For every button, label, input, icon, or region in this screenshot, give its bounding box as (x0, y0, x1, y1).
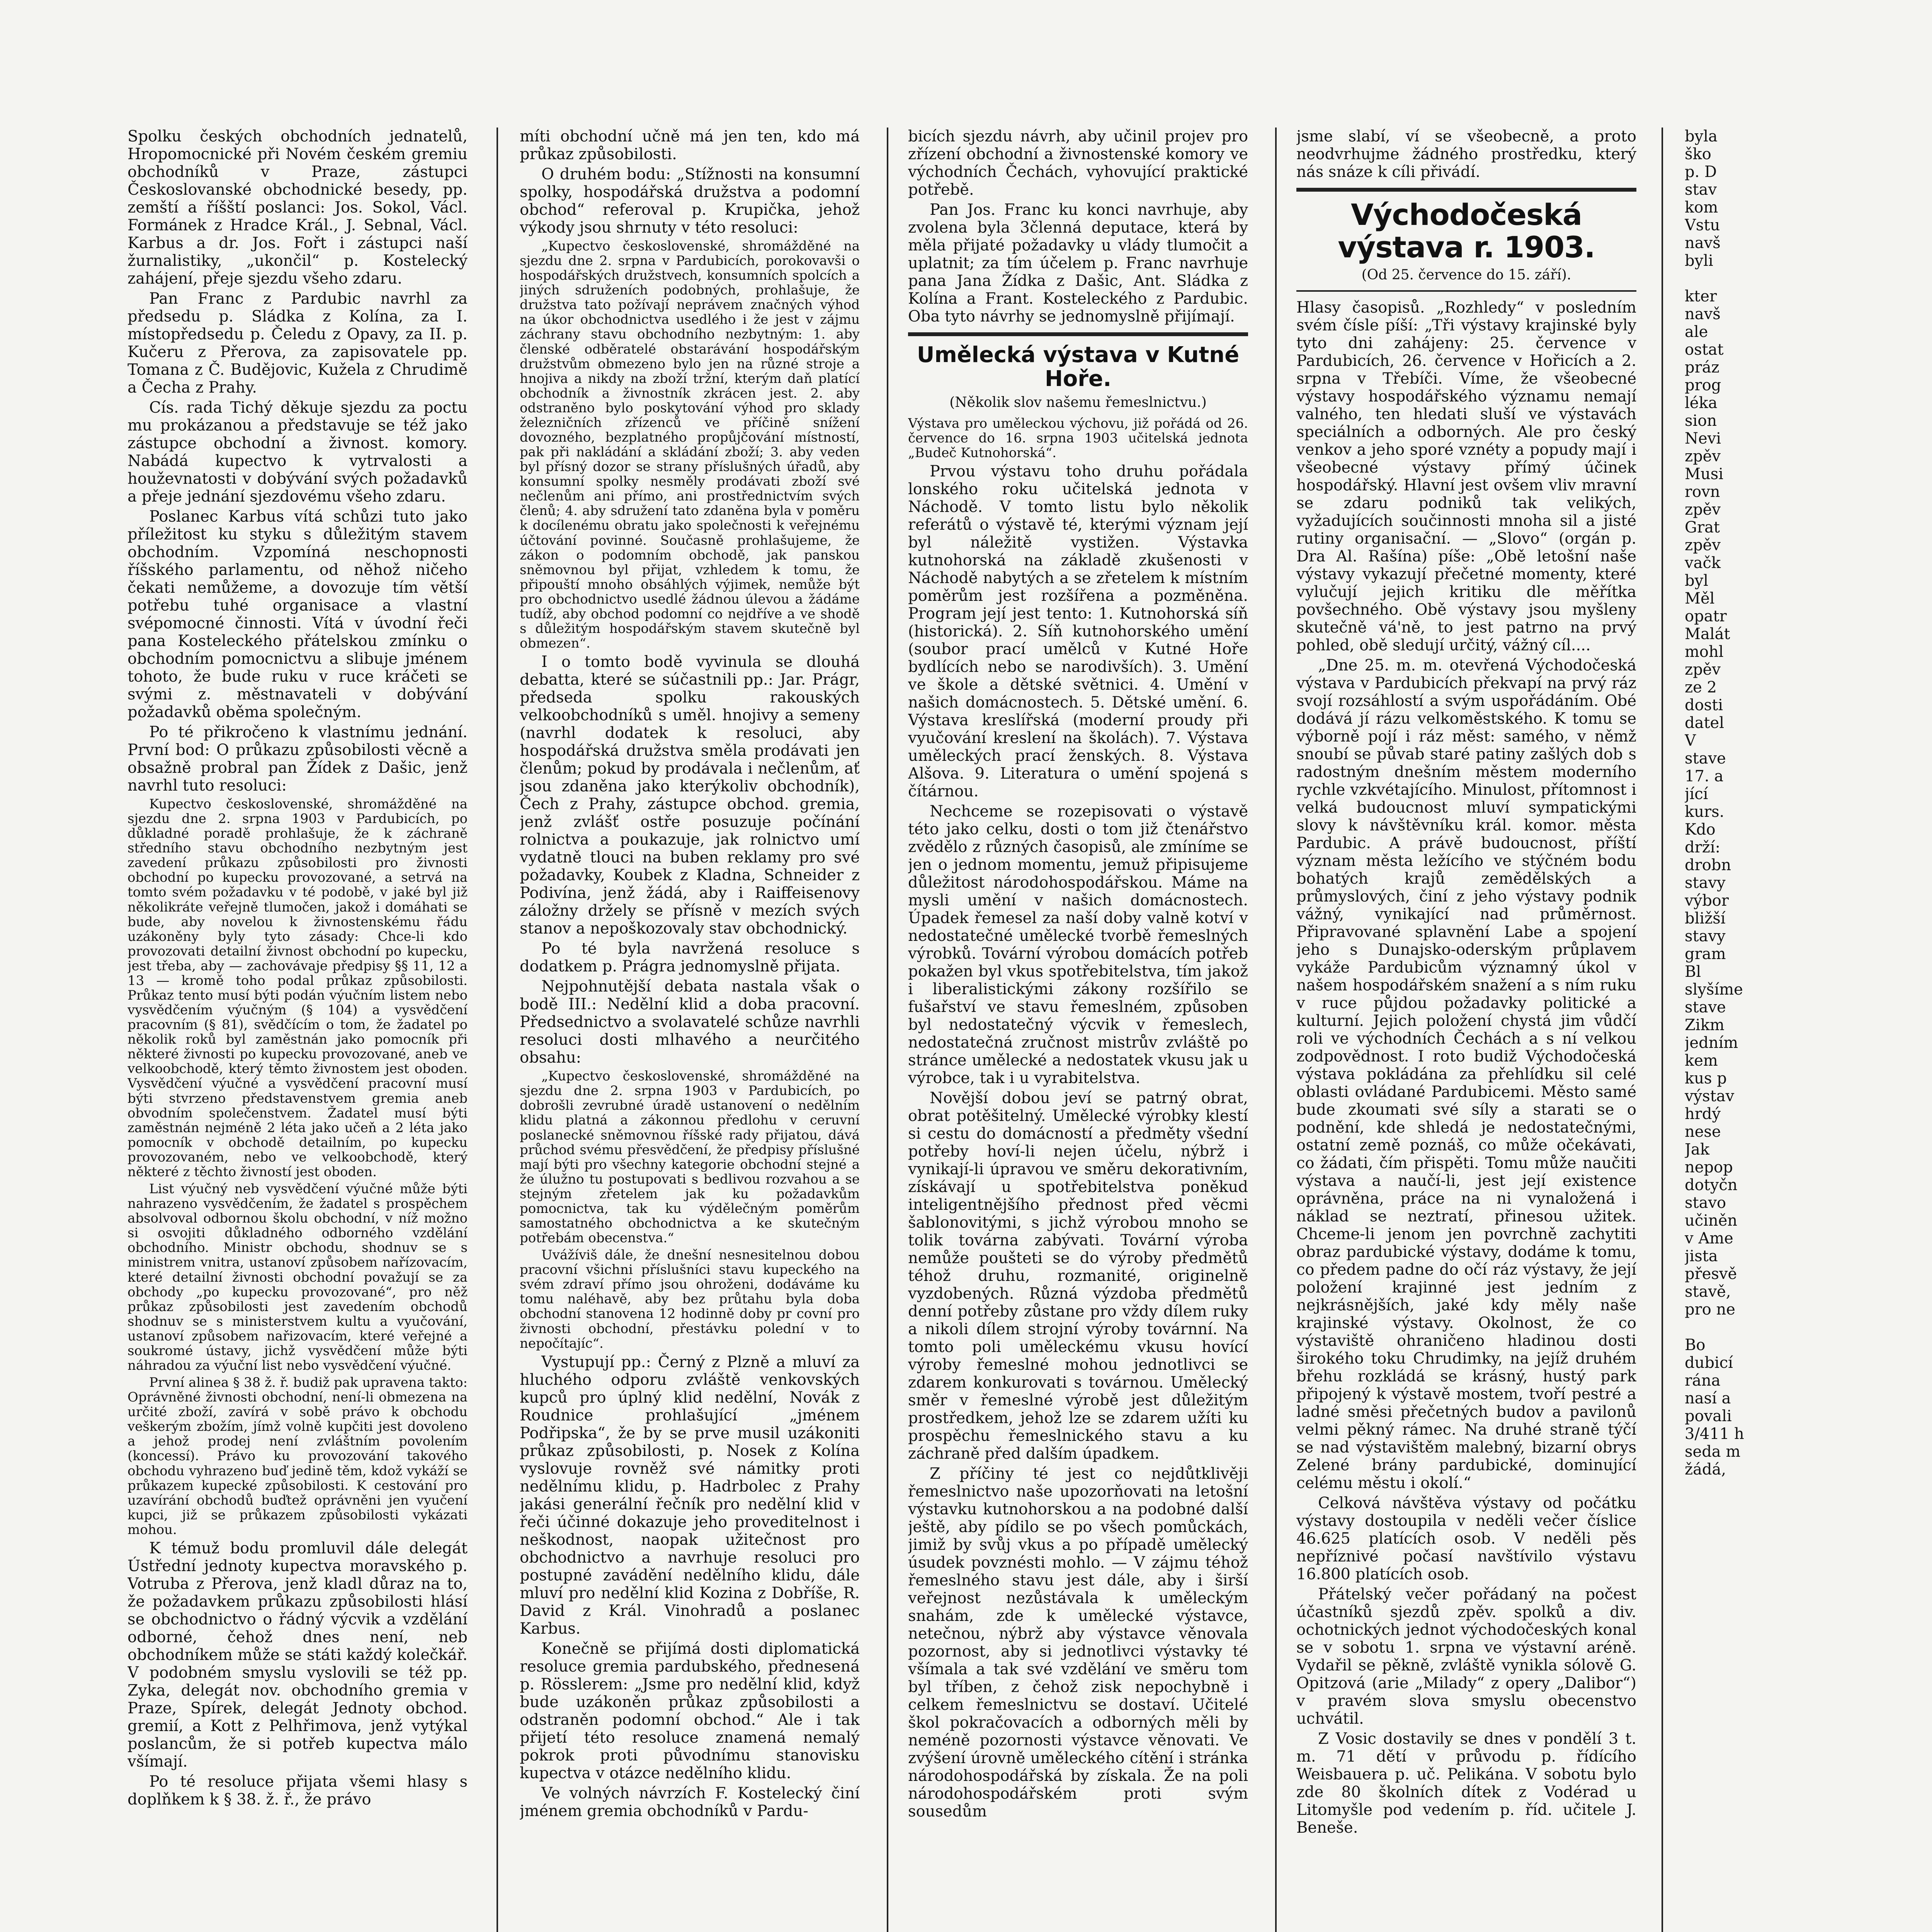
section-divider (1296, 188, 1636, 192)
line-fragment: nese (1685, 1123, 1721, 1141)
column-4-top (1296, 128, 1636, 181)
line-fragment: Nevi (1685, 430, 1721, 447)
paragraph: K témuž bodu promluvil dále delegát Ústřední jednoty kupectva moravského p. Votruba z Přerova, jenž kladl důraz na to, že požadavkem průkazu způsobilosti hlásí se obchodnictvo o řádný výcvik a vzdělání odborné, čehož dnes není, neb obchodníkem může se státi každý kolečkář. V podobném smyslu vyslovili se též pp. Zyka, delegát nov. obchodního gremia v Praze, Spírek, delegát Jednoty obchod. gremií, a Kott z Pelhřimova, jenž vytýkal poslancům, že si potřeb kupectva málo všímají. (128, 1539, 468, 1770)
paragraph: jsme slabí, ví se všeobecně, a proto neodvrhujme žádného prostředku, který nás snáze k cíli přivádí. (1296, 128, 1636, 181)
line-fragment: ostat (1685, 341, 1724, 359)
line-fragment: zpěv (1685, 447, 1721, 465)
line-fragment: práz (1685, 359, 1719, 376)
line-fragment: učiněn (1685, 1212, 1738, 1230)
heading-rule (1296, 290, 1636, 292)
paragraph: Poslanec Karbus vítá schůzi tuto jako příležitost ku styku s důležitým stavem obchodním. Vzpomíná neschopnosti říšského parlamentu, od něhož ničeho čekati nemůžeme, a dovozuje tím větší potřebu tuhé organisace a vlastní svépomocné činnosti. Vítá v úvodní řeči pana Kosteleckého přátelskou zmínku o obchodním pomocnictvu a slibuje jménem tohoto, že bude ruku v ruce kráčeti se svými z. městnavateli v dobývání požadavků oběma společným. (128, 508, 468, 721)
line-fragment: Kdo (1685, 821, 1716, 838)
line-fragment: seda m (1685, 1443, 1741, 1461)
line-fragment: opatr (1685, 607, 1727, 625)
paragraph: Kupectvo československé, shromážděné na sjezdu dne 2. srpna 1903 v Pardubicích, po důkladné poradě prohlašuje, že k záchraně středního stavu obchodního nezbytným jest zavedení průkazu způsobilosti pro živnosti obchodní po kupecku provozované, a setrvá na tomto svém požadavku v té podobě, v jaké byl již několikráte veřejně tlumočen, jakož i domáhati se bude, aby novelou k živnostenskému řádu uzákoněny byly tyto zásady: Chce-li kdo provozovati detailní živnost obchodní po kupecku, jest třeba, aby — zachovávaje předpisy §§ 11, 12 a 13 — kromě toho podal průkaz způsobilosti. Průkaz tento musí býti podán výučním listem nebo vysvědčením výučným (§ 104) a vysvědčení pracovním (§ 81), svědčícím o tom, že žadatel po několik roků byl zaměstnán jako pomocník při některé živnosti po kupecku provozované, aneb ve velkoobchodě, který těmto živnostem jest oboden. Vysvědčení výučné a vysvědčení pracovní musí býti stvrzeno představenstvem gremia aneb obvodním společenstvem. Žadatel musí býti zaměstnán nejméně 2 léta jako učeň a 2 léta jako pomocník v obchodě detailním, po kupecku provozovaném, nebo ve velkoobchodě, který některé z těchto živností jest oboden. (128, 796, 468, 1180)
paragraph: List výučný neb vysvědčení výučné může býti nahrazeno vysvědčením, že žadatel s prospěchem absolvoval odbornou školu obchodní, v níž možno si osvojiti důkladného odborného vzdělání obchodního. Ministr obchodu, shodnuv se s ministrem vnitra, ustanoví způsobem nařízovacím, které detailní živnosti obchodní považují se za obchody „po kupecku provozované“, pro něž průkaz způsobilosti jest zavedením obchodů shodnuv se s ministerstvem kultu a vyučování, ustanoví způsobem nařizovacím, které veřejné a soukromé ústavy, jichž vysvědčení může býti náhradou za výuční list nebo vysvědčení výučné. (128, 1181, 468, 1373)
line-fragment: V (1685, 732, 1696, 750)
line-fragment: Jak (1685, 1141, 1710, 1158)
line-fragment: jista (1685, 1247, 1718, 1265)
paragraph: Uvážíviš dále, že dnešní nesnesitelnou dobou pracovní všichni příslušníci stavu kupeckého na svém zdraví přímo jsou ohroženi, dodáváme ku tomu naléhavě, aby bez průtahu byla doba obchodní stanovena 12 hodinně doby pr covní pro živnosti obchodní, přestávku polední v to nepočítajíc“. (520, 1247, 860, 1351)
line-fragment: datel (1685, 714, 1724, 732)
line-fragment: dosti (1685, 696, 1723, 714)
line-fragment: navš (1685, 234, 1721, 252)
line-fragment: zpěv (1685, 536, 1721, 554)
paragraph: Vystupují pp.: Černý z Plzně a mluví za hluchého odporu zvláště venkovských kupců pro úplný klid nedělní, Novák z Roudnice prohlašující „jménem Podřipska“, že by se prve musil uzákoniti průkaz způsobilosti, p. Nosek z Kolína vyslovuje rovněž své námitky proti nedělnímu klidu, p. Hadrbolec z Prahy jakási generální řečník pro nedělní klid v řeči účinné dokazuje jeho proveditelnost i neškodnost, naopak užitečnost pro obchodnictvo a navrhuje resoluci pro postupné zavádění nedělního klidu, dále mluví pro nedělní klid Kozina z Dobříše, R. David z Král. Vinohradů a poslanec Karbus. (520, 1353, 860, 1638)
line-fragment: rána (1685, 1372, 1721, 1389)
line-fragment: pro ne (1685, 1301, 1735, 1318)
paragraph: Pan Jos. Franc ku konci navrhuje, aby zvolena byla 3členná deputace, která by měla přijaté požadavky u vlády tlumočit a uplatnit; za tím účelem p. Franc navrhuje pana Jana Žídka z Dašic, Ant. Sládka z Kolína a Frant. Kosteleckého z Pardubic. Oba tyto návrhy se jednomyslně přijímají. (908, 201, 1248, 325)
paragraph: Ve volných návrzích F. Kostelecký činí jménem gremia obchodníků v Pardu- (520, 1784, 860, 1820)
line-fragment: stave (1685, 998, 1726, 1016)
column-rule (1662, 128, 1663, 1932)
column-rule (1275, 128, 1277, 1932)
paragraph: Spolku českých obchodních jednatelů, Hropomocnické při Novém českém gremiu obchodníků v Praze, zástupci Českoslovanské obchodnické besedy, pp. zemští a říšští poslanci: Jos. Sokol, Václ. Formánek z Hradce Král., J. Sebnal, Václ. Karbus a dr. Jos. Fořt i zástupci naší žurnalistiky, „ukončil“ p. Kostelecký zahájení, přeje sjezdu všeho zdaru. (128, 128, 468, 287)
paragraph: Nejpohnutější debata nastala však o bodě III.: Nedělní klid a doba pracovní. Předsednictvo a svolavatelé schůze navrhli resoluci dosti mlhavého a neurčitého obsahu: (520, 978, 860, 1067)
column-1 (128, 128, 468, 1932)
paragraph: Celková návštěva výstavy od počátku výstavy dostoupila v neděli večer číslice 46.625 platících osob. V neděli pěs nepříznivé počasí navštívilo výstavu 16.800 platících osob. (1296, 1494, 1636, 1583)
line-fragment: jící (1685, 785, 1708, 803)
paragraph: Po té resoluce přijata všemi hlasy s doplňkem k § 38. ž. ř., že právo (128, 1772, 468, 1808)
paragraph: míti obchodní učně má jen ten, kdo má průkaz způsobilosti. (520, 128, 860, 163)
paragraph: „Kupectvo československé, shromážděné na sjezdu dne 2. srpna v Pardubicích, porokovavši o hospodářských družstvech, konsumních spolcích a jiných sdruženích podobných, prohlašuje, že družstva tato požívají neprávem značných výhod na úkor obchodnictva usedlého i že jest v zájmu záchrany stavu obchodního nezbytným: 1. aby členské odběratelé obstarávání hospodářským družstvům obmezeno bylo jen na různé stroje a hnojiva a nikdy na zboží tržní, kterým daň platící obchodník a živnostník zkrácen jest. 2. aby odstraněno bylo poskytování výhod pro sklady železničních zřízenců ve příčině snížení dovozného, bezplatného propůjčování místností, pak při nakládání a skládání zboží; 3. aby veden byl přísný dozor se strany příslušných úřadů, aby konsumní spolky nesměly prodávati zboží své nečlenům ani přímo, ani prostřednictvím svých členů; 4. aby sdružení tato zdaněna byla v poměru k docílenému obratu jako společnosti k veřejnému účtování povinné. Současně prohlašujeme, že zákon o podomním obchodě, jak panskou sněmovnou byl přijat, vzhledem k tomu, že připouští mnoho obsáhlých výjimek, nemůže být pro obchodnictvo usedlé žádnou úlevou a žádáme tudíž, aby obchod podomní co nejdříve a ve shodě s důležitým hospodářským stavem skutečně byl obmezen“. (520, 238, 860, 651)
line-fragment: navš (1685, 305, 1721, 323)
paragraph: Přátelský večer pořádaný na počest účastníků sjezdů zpěv. spolků a div. ochotnických jednot východočeských konal se v sobotu 1. srpna ve výstavní aréně. Vydařil se pěkně, zvláště vynikla sólově G. Opitzová (arie „Milady“ z opery „Dalibor“) v pravém slova smyslu obecenstvo uchvátil. (1296, 1585, 1636, 1728)
paragraph: „Dne 25. m. m. otevřená Východočeská výstava v Pardubicích překvapí na prvý ráz svojí rozsáhlostí a svým uspořádáním. Obé dodává jí rázu velkoměstského. K tomu se výborně pojí i ráz měst: samého, v němž snoubí se půvab staré patiny zašlých dob s radostným dnešním městem moderního rychle vzkvétajícího. Minulost, přítomnost i velká budoucnost mluví sympatickými slovy k návštěvníku král. komor. města Pardubic. A právě budoucnost, příští význam města ležícího ve stýčném bodu bohatých krajů zemědělských a průmyslových, činí z jeho výstavy podnik vážný, vynikající nad průměrnost. Připravované splavnění Labe a spojení jeho s Dunajsko-oderským průplavem vykáže Pardubicům významný úkol v našem hospodářském snažení a s ním ruku v ruce půjdou požadavky politické a kulturní. Jejich položení chystá jim vůdčí roli ve východních Čechách a s ní velkou zodpovědnost. I roto budiž Východočeská výstava pokládána za přehlídku sil celé oblasti ovládané Pardubicemi. Město samé bude zkoumati své síly a starati se o podnění, kde shledá je nedostatečnými, ostatní země poznáš, co může očekávati, co žádati, čím přispěti. Tomu může naučiti výstava a naučí-li, jest její existence oprávněna, práce na ni vynaložená i náklad se neztratí, přinesou užitek. Chceme-li jenom jen povrchně zachytiti obraz pardubické výstavy, dodáme k tomu, co předem padne do očí ráz výstavy, že její položení krajinné jest jedním z nejkrásnějších, jaké kdy měly naše krajinské výstavy. Okolnost, že co výstaviště ohraničeno hladinou dosti širokého toku Chrudimky, na jejíž druhém břehu rozkládá se krásný, hustý park připojený k výstavě mostem, tvoří pestré a ladné směsi přečetných budov a pavilonů velmi pěkný rámec. Na druhé straně týčí se nad výstavištěm malebný, bizarní obrys Zelené brány pardubické, dominující celému městu i okolí.“ (1296, 656, 1636, 1492)
line-fragment: 17. a (1685, 767, 1724, 785)
article-heading: Východočeská výstava r. 1903. (1338, 197, 1595, 264)
line-fragment: Zikm (1685, 1016, 1725, 1034)
line-fragment: Bo (1685, 1336, 1706, 1354)
line-fragment: ale (1685, 323, 1708, 341)
line-fragment: povali (1685, 1407, 1732, 1425)
line-fragment: mohl (1685, 643, 1724, 661)
line-fragment: slyšíme (1685, 981, 1743, 998)
line-fragment: 3/411 h (1685, 1425, 1744, 1443)
line-fragment: sion (1685, 412, 1717, 430)
line-fragment: byli (1685, 252, 1713, 270)
line-fragment (1685, 270, 1932, 287)
column-3 (908, 128, 1248, 1932)
line-fragment: kom (1685, 199, 1718, 216)
line-fragment: v Ame (1685, 1230, 1733, 1247)
article-heading: Umělecká výstava v Kutné Hoře. (917, 342, 1240, 391)
column-2 (520, 128, 860, 1932)
column-3-body (908, 416, 1248, 1820)
paragraph: Výstava pro uměleckou výchovu, již pořádá od 26. července do 16. srpna 1903 učitelská jednota „Budeč Kutnohorská“. (908, 415, 1248, 461)
line-fragment: byl (1685, 572, 1708, 590)
line-fragment: ze 2 (1685, 679, 1717, 696)
line-fragment: drží: (1685, 838, 1721, 856)
column-4-body (1296, 299, 1636, 1837)
line-fragment: Grat (1685, 519, 1720, 536)
line-fragment (1685, 1318, 1932, 1336)
line-fragment: kurs. (1685, 803, 1725, 821)
line-fragment: stavy (1685, 927, 1726, 945)
line-fragment: zpěv (1685, 661, 1721, 679)
line-fragment: Malát (1685, 625, 1730, 643)
line-fragment: stavo (1685, 1194, 1726, 1212)
article-subheading: (Od 25. července do 15. září). (1361, 267, 1571, 283)
line-fragment: p. D (1685, 163, 1717, 181)
paragraph: bicích sjezdu návrh, aby učinil projev pro zřízení obchodní a živnostenské komory ve východních Čechách, vyhovující praktické potřebě. (908, 128, 1248, 199)
line-fragment: byla (1685, 128, 1718, 145)
line-fragment: stav (1685, 181, 1717, 199)
line-fragment: ško (1685, 145, 1711, 163)
line-fragment: kter (1685, 287, 1717, 305)
line-fragment: hrdý (1685, 1105, 1721, 1123)
column-5-cropped (1685, 128, 1932, 1932)
line-fragment: Měl (1685, 590, 1715, 607)
line-fragment: dotyčn (1685, 1176, 1738, 1194)
line-fragment: výstav (1685, 1087, 1735, 1105)
line-fragment: bližší (1685, 910, 1726, 927)
line-fragment: dubicí (1685, 1354, 1733, 1372)
paragraph: Pan Franc z Pardubic navrhl za předsedu p. Sládka z Kolína, za I. místopředsedu p. Čeledu z Opavy, za II. p. Kučeru z Přerova, za zapisovatele pp. Tomana z Č. Budějovic, Kužela z Chrudimě a Čecha z Prahy. (128, 290, 468, 396)
line-fragment: kem (1685, 1052, 1718, 1070)
paragraph: Po té byla navržená resoluce s dodatkem p. Prágra jednomyslně přijata. (520, 940, 860, 976)
paragraph: Cís. rada Tichý děkuje sjezdu za poctu mu prokázanou a představuje se též jako zástupce obchodní a živnost. komory. Nabádá kupectvo k vytrvalosti a houževnatosti v dobývání svých požadavků a přeje jednání sjezdovému všeho zdaru. (128, 399, 468, 505)
paragraph: „Kupectvo československé, shromážděné na sjezdu dne 2. srpna 1903 v Pardubicích, po dobrošli zevrubné úradě ustanovení o nedělním klidu platná a zákonnou předlohu v ceruvní poslanecké sněmovnou říšské rady přijatou, dává průchod svému přesvědčení, že předpisy příslušné mají býti pro všechny kategorie obchodní stejné a že úlužno tu postupovati s bedlivou rozvahou a se stejným zřetelem jak ku požadavkům pomocnictva, tak ku výdělečným poměrům samostatného obchodnictva a ke skutečným potřebám obecenstva.“ (520, 1068, 860, 1246)
paragraph: Konečně se přijímá dosti diplomatická resoluce gremia pardubského, přednesená p. Rösslerem: „Jsme pro nedělní klid, když bude uzákoněn průkaz způsobilosti a odstraněn podomní obchod.“ Ale i tak přijetí této resoluce znamená nemalý pokrok proti původnímu stanovisku kupectva v otázce nedělního klidu. (520, 1639, 860, 1782)
line-fragment: jedním (1685, 1034, 1738, 1052)
line-fragment: léka (1685, 394, 1718, 412)
line-fragment: přesvě (1685, 1265, 1737, 1283)
paragraph: Po té přikročeno k vlastnímu jednání. První bod: O průkazu způsobilosti věcně a obsažně probral pan Žídek z Dašic, jenž navrhl tuto resoluci: (128, 723, 468, 794)
line-fragment: zpěv (1685, 501, 1721, 519)
line-fragment: stavy (1685, 874, 1726, 892)
line-fragment: prog (1685, 376, 1721, 394)
paragraph: O druhém bodu: „Stížnosti na konsumní spolky, hospodářská družstva a podomní obchod“ referoval p. Krupička, jehož výkody jsou shrnuty v této resoluci: (520, 165, 860, 236)
section-divider (908, 332, 1248, 336)
paragraph: První alinea § 38 ž. ř. budiž pak upravena takto: Oprávněné živnosti obchodní, není-li obmezena na určité zboží, zavírá v sobě právo k obchodu veškerým zbožím, jímž volně kupčiti jest dovoleno a jehož prodej není zvláštním povolením (koncessí). Právo ku provozování takového obchodu vyhrazeno buď jedině těm, kdož vykáží se průkazem kupecké způsobilosti. K cestování pro uzavírání obchodů buďtež oprávněni jen vyučení kupci, již se průkazem způsobilosti vykázati mohou. (128, 1375, 468, 1537)
column-3-top (908, 128, 1248, 325)
paragraph: Z Vosic dostavily se dnes v pondělí 3 t. m. 71 dětí v průvodu p. řídícího Weisbauera p. uč. Pelikána. V sobotu bylo zde 80 školních dítek z Vodérad u Litomyšle pod vedením p. říd. učitele J. Beneše. (1296, 1730, 1636, 1837)
column-4 (1296, 128, 1636, 1932)
line-fragment: výbor (1685, 892, 1729, 910)
line-fragment: stave (1685, 750, 1726, 767)
line-fragment: kus p (1685, 1070, 1727, 1087)
paragraph: Prvou výstavu toho druhu pořádala lonského roku učitelská jednota v Náchodě. V tomto listu bylo několik referátů o výstavě té, kterými význam její byl náležitě vystižen. Výstavka kutnohorská na základě zkušenosti v Náchodě nabytých a se zřetelem k místním poměrům jest rozšířena a pozměněna. Program její jest tento: 1. Kutnohorská síň (historická). 2. Síň kutnohorského umění (soubor prací umělců v Kutné Hoře bydlících nebo se narodivších). 3. Umění ve škole a dětské světnici. 4. Umění v našich domácnostech. 5. Dětské umění. 6. Výstava kreslířská (moderní proudy při vyučování kreslení na školách). 7. Výstava uměleckých prací ženských. 8. Výstava Alšova. 9. Literatura o umění spojená s čítárnou. (908, 462, 1248, 800)
line-fragment: vačk (1685, 554, 1721, 572)
column-rule (887, 128, 888, 1932)
line-fragment: stavě, (1685, 1283, 1731, 1301)
line-fragment: žádá, (1685, 1461, 1726, 1478)
newspaper-page (128, 128, 1932, 1932)
paragraph: Nechceme se rozepisovati o výstavě této jako celku, dosti o tom již čtenářstvo zvědělo z různých časopisů, ale zmíníme se jen o jednom momentu, jemuž připisujeme důležitost národohospodářskou. Máme na mysli umění v našich domácnostech. Úpadek řemesel za naší doby valně kotví v nedostatečné umělecké tvorbě řemeslných výrobků. Tovární výrobou domácích potřeb pokažen byl vkus spotřebitelstva, tím jakož i liberalistickými zákony rozšířilo se fušařství ve stavu řemeslném, způsoben byl nedostatečný výcvik v řemeslech, nedostatečná zručnost mistrův zvláště po stránce umělecké a nedostatek vkusu jak u výrobce, tak i u vyrabitelstva. (908, 802, 1248, 1087)
paragraph: Hlasy časopisů. „Rozhledy“ v posledním svém čísle píší: „Tři výstavy krajinské byly tyto dni zahájeny: 25. července v Pardubicích, 26. července v Hořicích a 2. srpna v Třebíči. Víme, že všeobecné výstavy hospodářského významu nemají valného, ten hledati sluší ve výstavách speciálních a odborných. Ale pro český venkov a jeho sporé vznéty a popudy mají i všeobecné výstavy přímý účinek hospodářský. Hlavní jest ovšem vliv mravní se zdaru podniků tak velikých, vyžadujících součinnosti mnoha sil a jisté rutiny organisační. — „Slovo“ (orgán p. Dra Al. Rašína) píše: „Obě letošní naše výstavy vykazují přečetné momenty, které vylučují jejich kritiku dle měřítka povšechného. Obě výstavy jsou myšleny skutečně vá'ně, to jest patrno na prvý pohled, obě sledují určitý, vážný cíl.... (1296, 298, 1636, 654)
article-subheading: (Několik slov našemu řemeslnictvu.) (949, 395, 1207, 411)
line-fragment: Vstu (1685, 216, 1720, 234)
line-fragment: Musi (1685, 465, 1724, 483)
line-fragment: Bl (1685, 963, 1701, 981)
line-fragment: drobn (1685, 856, 1731, 874)
paragraph: I o tomto bodě vyvinula se dlouhá debatta, které se súčastnili pp.: Jar. Prágr, předseda spolku rakouských velkoobchodníků s uměl. hnojivy a semeny (navrhl dodatek k resoluci, aby hospodářská družstva směla prodávati jen členům; pokud by prodávala i nečlenům, ať jsou zdaněna jako kterýkoliv obchodník), Čech z Prahy, zástupce obchod. gremia, jenž zvlášť ostře posuzuje počínání rolnictva a poukazuje, jak rolnictvo umí vydatně tlouci na buben reklamy pro své požadavky, Koubek z Kladna, Schneider z Podivína, jenž žádá, aby i Raiffeisenovy záložny držely se přísně v mezích svých stanov a nepoškozovaly stav obchodnický. (520, 653, 860, 938)
line-fragment: nasí a (1685, 1389, 1731, 1407)
column-rule (497, 128, 498, 1932)
line-fragment: gram (1685, 945, 1726, 963)
line-fragment: nepop (1685, 1158, 1733, 1176)
line-fragment: rovn (1685, 483, 1720, 501)
paragraph: Z příčiny té jest co nejdůtklivěji řemeslnictvo naše upozorňovati na letošní výstavku kutnohorskou a na podobné další ještě, aby pídilo se po všech pomůckách, jimiž by svůj vkus a po případě umělecký úsudek povznésti mohlo. — V zájmu téhož řemeslného stavu jest dále, aby i širší veřejnost nezůstávala k uměleckým snahám, zde k umělecké výstavce, netečnou, nýbrž aby výstavce věnovala pozornost, aby si jednotlivci výstavky té všímala a tak své vzdělání ve směru tom byl tříben, z čehož zisk nepochybně i celkem řemeslnictvu se dostaví. Učitelé škol pokračovacích a odborných měli by neméně pozornosti výstavce věnovati. Ve zvýšení úrovně uměleckého cítění i stránka národohospodářská by získala. Že na poli národohospodářském proti svým sousedům (908, 1464, 1248, 1820)
paragraph: Novější dobou jeví se patrný obrat, obrat potěšitelný. Umělecké výrobky klestí si cestu do domácností a předměty všední potřeby hoví-li nejen účelu, nýbrž i vynikají-li úpravou ve směru dekorativním, získávají u spotřebitelstva poněkud inteligentnějšího přednost před věcmi šablonovitými, s jichž výrobou mnoho se tolik továrna zabývati. Tovární výroba nemůže poušteti se do výroby předmětů téhož druhu, rozmanité, originelně vyzdobených. Různá výzdoba předmětů denní potřeby zůstane pro vždy dílem ruky a nikoli dílem strojní výroby továrnní. Na tomto poli uměleckému vkusu hovící výroby řemeslné mohou jednotlivci se zdarem konkurovati s továrnou. Umělecký směr v řemeslné výrobě jest důležitým prostředkem, jehož lze se zdarem užíti ku prospěchu řemeslnického stavu a ku záchraně před dalším úpadkem. (908, 1089, 1248, 1463)
